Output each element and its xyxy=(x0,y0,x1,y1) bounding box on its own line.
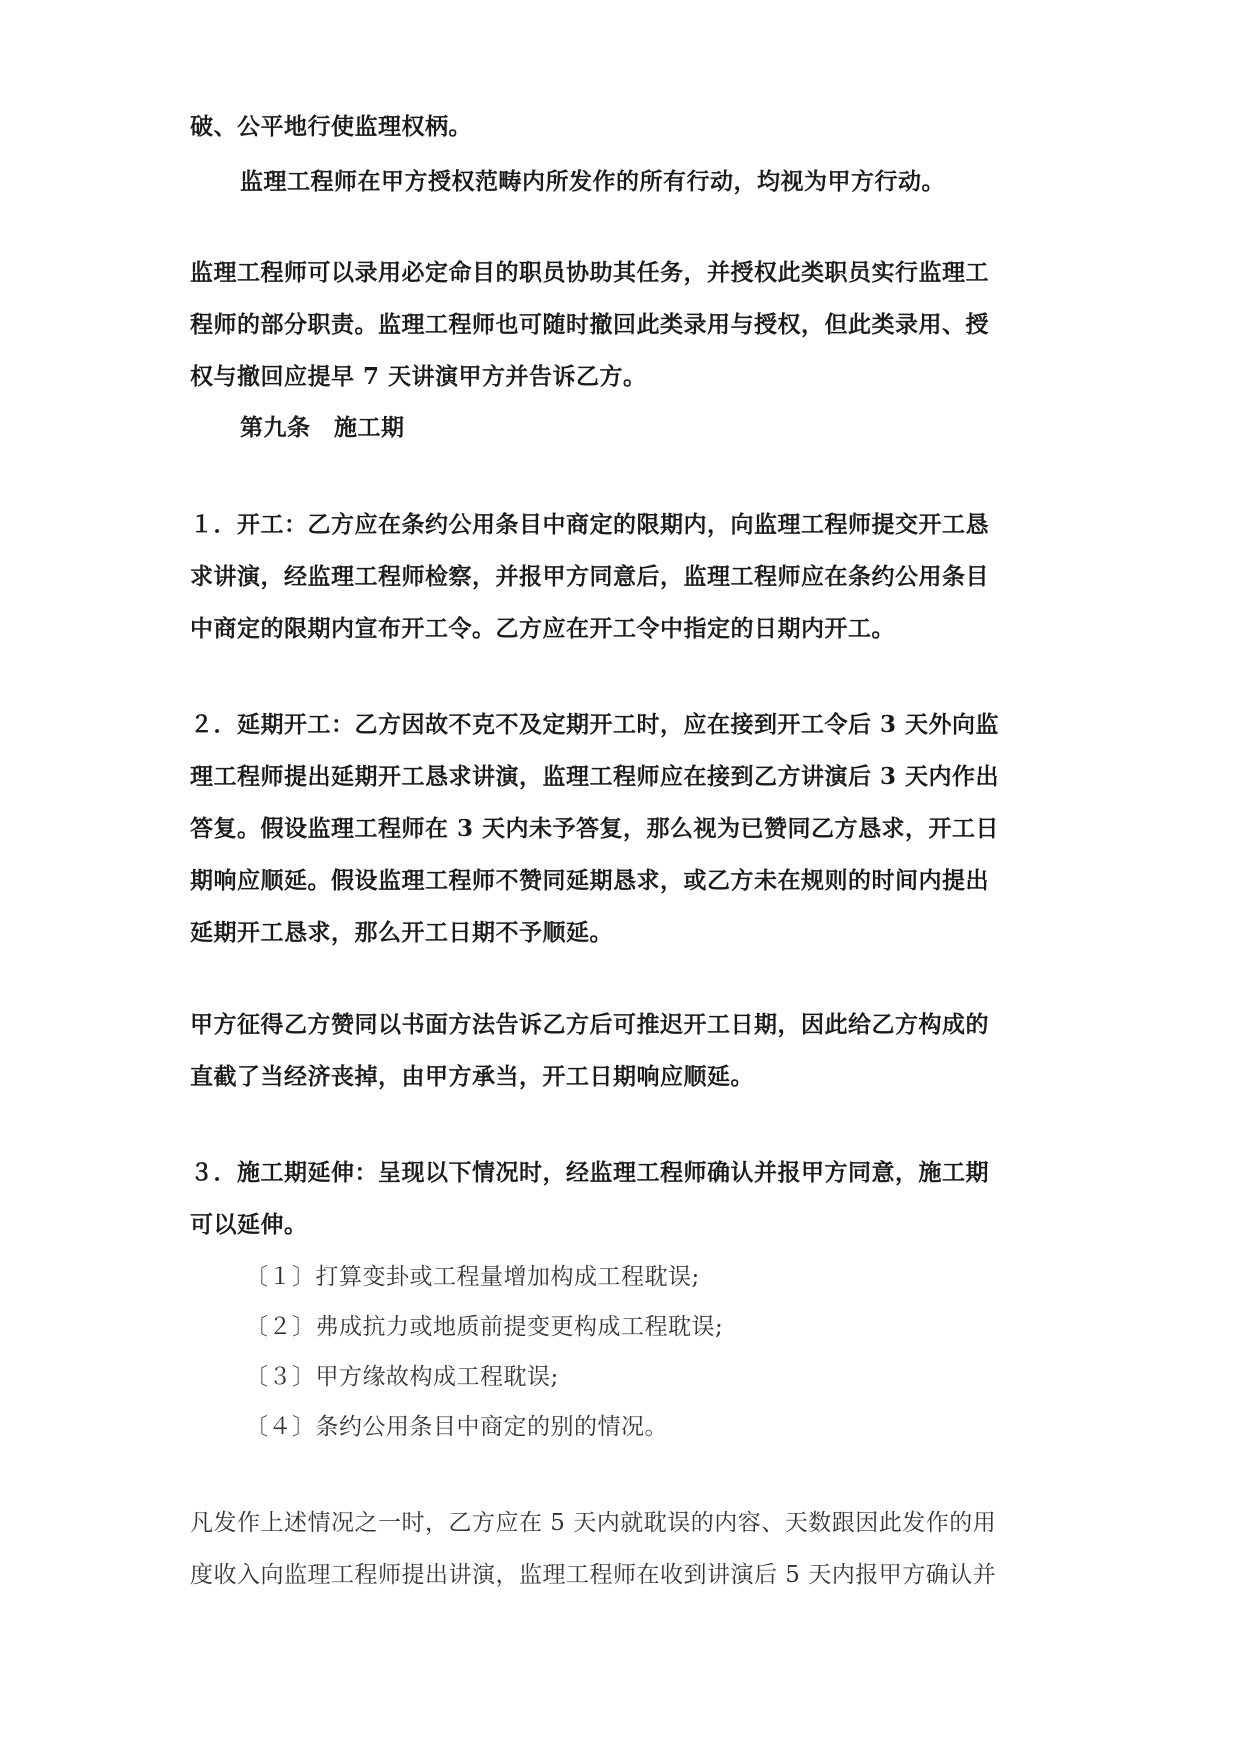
text-line: 可以延伸。 xyxy=(190,1211,308,1238)
text-line: 期响应顺延。假设监理工程师不赞同延期恳求，或乙方未在规则的时间内提出 xyxy=(190,867,989,894)
list-item: 〔１〕打算变卦或工程量增加构成工程耽误; xyxy=(245,1264,700,1290)
text-line: 度收入向监理工程师提出讲演，监理工程师在收到讲演后 5 天内报甲方确认并 xyxy=(190,1562,997,1588)
text-line: 监理工程师可以录用必定命目的职员协助其任务，并授权此类职员实行监理工 xyxy=(190,259,989,286)
text-line: 直截了当经济丧掉，由甲方承当，开工日期响应顺延。 xyxy=(190,1063,754,1090)
text-line: 求讲演，经监理工程师检察，并报甲方同意后，监理工程师应在条约公用条目 xyxy=(190,563,989,590)
text-line: 监理工程师在甲方授权范畴内所发作的所有行动，均视为甲方行动。 xyxy=(240,168,945,195)
text-line: １．开工：乙方应在条约公用条目中商定的限期内，向监理工程师提交开工恳 xyxy=(190,511,989,538)
text-line: 权与撤回应提早 7 天讲演甲方并告诉乙方。 xyxy=(190,363,647,390)
text-line: 甲方征得乙方赞同以书面方法告诉乙方后可推迟开工日期，因此给乙方构成的 xyxy=(190,1011,989,1038)
text-line: 中商定的限期内宣布开工令。乙方应在开工令中指定的日期内开工。 xyxy=(190,615,895,642)
list-item: 〔２〕弗成抗力或地质前提变更构成工程耽误; xyxy=(245,1314,724,1340)
text-line: 凡发作上述情况之一时，乙方应在 5 天内就耽误的内容、天数跟因此发作的用 xyxy=(190,1510,997,1536)
text-line: 理工程师提出延期开工恳求讲演，监理工程师应在接到乙方讲演后 3 天内作出 xyxy=(190,763,1000,790)
text-line: 延期开工恳求，那么开工日期不予顺延。 xyxy=(190,919,613,946)
text-line: 破、公平地行使监理权柄。 xyxy=(190,113,472,140)
section-heading: 第九条 施工期 xyxy=(240,414,405,441)
text-line: 程师的部分职责。监理工程师也可随时撤回此类录用与授权，但此类录用、授 xyxy=(190,311,989,338)
list-item: 〔４〕条约公用条目中商定的别的情况。 xyxy=(245,1414,668,1440)
list-item: 〔３〕甲方缘故构成工程耽误; xyxy=(245,1364,559,1390)
text-line: ２．延期开工：乙方因故不克不及定期开工时，应在接到开工令后 3 天外向监 xyxy=(190,711,1000,738)
text-line: ３．施工期延伸：呈现以下情况时，经监理工程师确认并报甲方同意，施工期 xyxy=(190,1159,989,1186)
text-line: 答复。假设监理工程师在 3 天内未予答复，那么视为已赞同乙方恳求，开工日 xyxy=(190,815,1000,842)
